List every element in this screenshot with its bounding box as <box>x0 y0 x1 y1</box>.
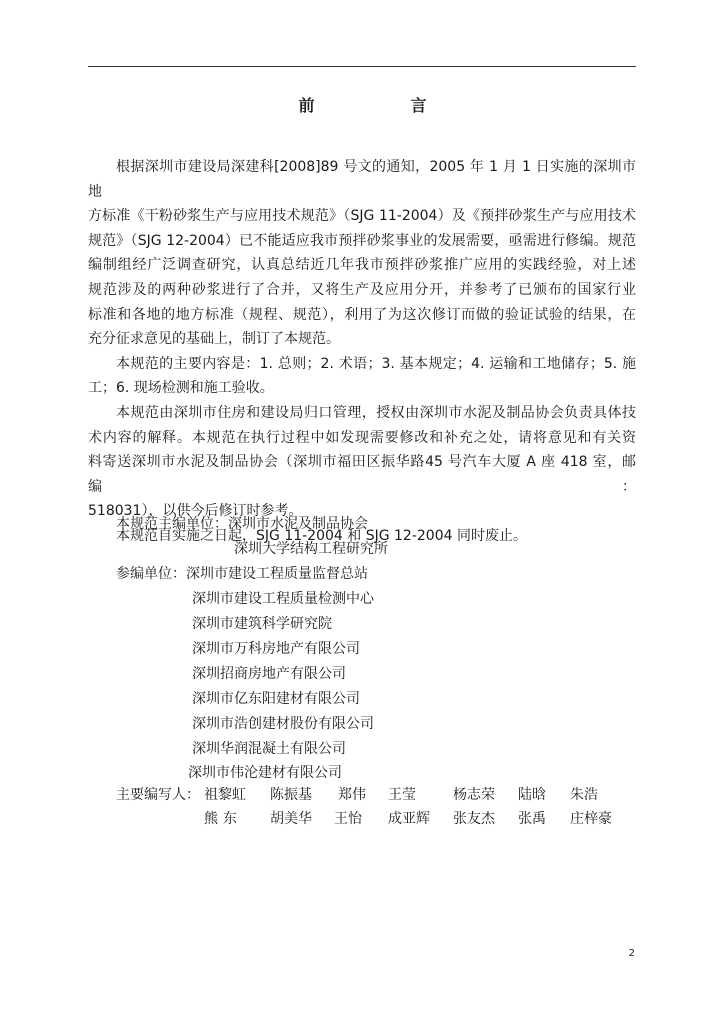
line: 本规范自实施之日起，SJG 11-2004 和 SJG 12-2004 同时废止。 <box>116 527 527 544</box>
paragraph-1 <box>88 155 636 352</box>
drafter-name: 成亚辉 <box>388 811 430 827</box>
participating-unit: 深圳市建设工程质量检测中心 <box>192 591 374 607</box>
drafter-name: 熊东 <box>204 811 242 827</box>
line: 料寄送深圳市水泥及制品协会（深圳市福田区振华路45 号汽车大厦 A 座 418 室，邮编： <box>88 454 636 495</box>
drafter-name: 陆晗 <box>518 787 546 803</box>
line: 本规范的主要内容是：1. 总则；2. 术语；3. 基本规定；4. 运输和工地储存；5. 施 <box>116 355 636 372</box>
page-title: 前 言 <box>298 96 467 115</box>
participating-unit: 深圳市伟沦建材有限公司 <box>188 765 342 781</box>
participating-unit: 深圳市万科房地产有限公司 <box>192 641 360 657</box>
drafters-label: 主要编写人： <box>116 787 200 803</box>
drafter-name: 王莹 <box>388 787 416 803</box>
participating-label: 参编单位： <box>116 566 186 582</box>
participating-unit: 深圳华润混凝土有限公司 <box>192 741 346 757</box>
participating-unit: 深圳市浩创建材股份有限公司 <box>192 716 374 732</box>
line: 编制组经广泛调查研究，认真总结近几年我市预拌砂浆推广应用的实践经验，对上述 <box>88 257 636 274</box>
line: 标准和各地的地方标准（规程、规范），利用了为这次修订而做的验证试验的结果，在 <box>88 306 636 323</box>
participating-unit: 深圳市建设工程质量监督总站 <box>186 566 368 582</box>
drafter-name: 庄梓豪 <box>570 811 612 827</box>
line: 充分征求意见的基础上，制订了本规范。 <box>88 331 340 348</box>
drafter-name: 王怡 <box>334 811 362 827</box>
line: 工；6. 现场检测和施工验收。 <box>88 380 274 397</box>
page-number: 2 <box>628 948 635 959</box>
chief-unit: 深圳市水泥及制品协会 <box>228 516 368 532</box>
chief-units-label: 本规范主编单位： <box>116 516 228 532</box>
participating-unit: 深圳市亿东阳建材有限公司 <box>192 691 360 707</box>
paragraph-3 <box>88 401 636 524</box>
drafter-name: 杨志荣 <box>453 787 495 803</box>
line: 规范涉及的两种砂浆进行了合并，又将生产及应用分开，并参考了已颁布的国家行业 <box>88 281 636 298</box>
drafter-name: 张友杰 <box>453 811 495 827</box>
drafter-name: 张禹 <box>518 811 546 827</box>
drafter-name: 祖黎虹 <box>204 787 246 803</box>
line: 术内容的解释。本规范在执行过程中如发现需要修改和补充之处，请将意见和有关资 <box>88 429 636 446</box>
header-rule <box>88 66 636 67</box>
chief-units-row <box>116 513 368 533</box>
participating-unit: 深圳招商房地产有限公司 <box>192 666 346 682</box>
line: 518031），以供今后修订时参考。 <box>88 503 303 520</box>
chief-unit: 深圳大学结构工程研究所 <box>234 541 388 557</box>
participating-units-row <box>116 563 368 583</box>
line: 方标准《干粉砂浆生产与应用技术规范》（SJG 11-2004）及《预拌砂浆生产与应用技术 <box>88 208 636 225</box>
drafter-name: 朱浩 <box>570 787 598 803</box>
drafter-name: 郑伟 <box>338 787 366 803</box>
drafter-name: 胡美华 <box>270 811 312 827</box>
drafter-name: 陈振基 <box>270 787 312 803</box>
line: 根据深圳市建设局深建科[2008]89 号文的通知，2005 年 1 月 1 日实施的深圳市地 <box>88 159 636 200</box>
participating-unit: 深圳市建筑科学研究院 <box>192 616 332 632</box>
line: 规范》（SJG 12-2004）已不能适应我市预拌砂浆事业的发展需要，亟需进行修编。规范 <box>88 232 636 249</box>
preface-body <box>88 155 636 549</box>
paragraph-2 <box>88 352 636 401</box>
line: 本规范由深圳市住房和建设局归口管理，授权由深圳市水泥及制品协会负责具体技 <box>116 404 636 421</box>
